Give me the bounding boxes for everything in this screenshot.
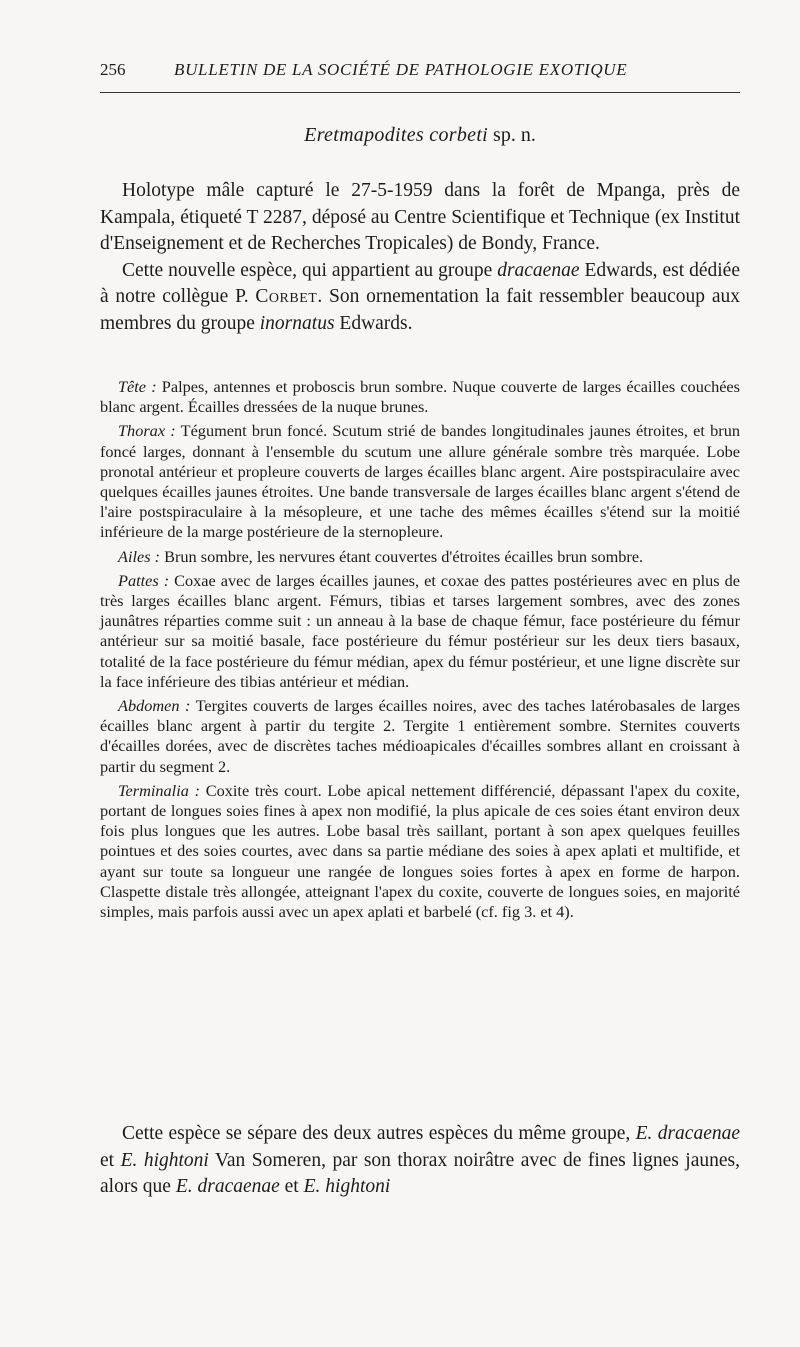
desc-label: Tête : [118, 377, 157, 396]
page-number: 256 [100, 60, 126, 79]
species-title [100, 124, 740, 147]
description-section [100, 377, 740, 926]
conclusion-section [100, 1121, 740, 1201]
header-rule [100, 92, 740, 93]
conclusion-text-c: Van Someren, par son thorax noirâtre avec de fines lignes jaunes, alors que [100, 1149, 741, 1197]
desc-text: Tergites couverts de larges écailles noires, avec des taches latérobasales de larges écailles blanc argent à partir du tergite 2. Tergite 1 entièrement sombre. Sternites couverts d'écailles dorées, avec de discrètes taches médioapicales d'écailles sombres allant en croissant à partir du segment 2. [100, 696, 741, 776]
journal-title: BULLETIN DE LA SOCIÉTÉ DE PATHOLOGIE EXOTIQUE [174, 60, 628, 79]
dedication-text-c: . Son ornementation la fait ressembler beaucoup aux membres du groupe [100, 286, 740, 334]
dedication-text-a: Cette nouvelle espèce, qui appartient au groupe [122, 259, 498, 281]
running-header [100, 60, 740, 86]
dedication-text-d: Edwards. [334, 312, 413, 334]
group-inornatus: inornatus [259, 312, 335, 334]
desc-text: Coxae avec de larges écailles jaunes, et coxae des pattes postérieures avec en plus de très larges écailles blanc argent. Fémurs, tibias et tarses largement sombres, avec des zones jaunâtres réparties comme suit : un anneau à la base de chaque fémur, face postérieure du fémur antérieur sur sa moitié basale, face postérieure du fémur postérieur sur les deux tiers basaux, totalité de la face postérieure du fémur médian, apex du fémur postérieur, et une ligne discrète sur la face inférieure des tibias antérieur et médian. [100, 570, 741, 691]
dedication-paragraph [100, 258, 740, 338]
desc-label: Terminalia : [118, 780, 201, 800]
desc-pattes [100, 571, 740, 692]
group-dracaenae: dracaenae [497, 259, 580, 281]
desc-text: Coxite très court. Lobe apical nettement différencié, dépassant l'apex du coxite, portant de longues soies fines à apex non modifié, la plus apicale de ces soies étant environ deux fois plus longues que les autres. Lobe basal très saillant, portant à son apex quelques feuilles pointues et des soies courtes, avec dans sa partie médiane des soies à apex aplati et multifide, et ayant sur toute sa longueur une rangée de longues soies fortes à apex en forme de harpon. Claspette distale très allongée, atteignant l'apex du coxite, couverte de longues soies, en majorité simples, mais parfois aussi avec un apex aplati et barbelé (cf. fig 3. et 4). [100, 780, 740, 922]
desc-label: Abdomen : [118, 696, 191, 716]
dedication-text-b: Edwards, est dédiée à notre collègue P. [100, 259, 740, 307]
author-corbet: Corbet [255, 286, 318, 307]
species-dracaenae: E. dracaenae [175, 1176, 280, 1197]
desc-text: Tégument brun foncé. Scutum strié de bandes longitudinales jaunes étroites, et brun foncé larges, donnant à l'ensemble du scutum une allure générale sombre très marquée. Lobe pronotal antérieur et propleure couverts de larges écailles blanc argent. Aire postspiraculaire avec quelques écailles jaunes étroites. Une bande transversale de larges écailles blanc argent s'étend de l'aire postspiraculaire à la mésopleure, et une tache des mêmes écailles s'étend sur la moitié inférieure de la marge postérieure de la sternopleure. [100, 421, 741, 542]
desc-text: Brun sombre, les nervures étant couvertes d'étroites écailles brun sombre. [160, 546, 644, 566]
species-dracaenae: E. dracaenae [635, 1123, 740, 1144]
desc-label: Ailes : [118, 546, 161, 566]
conclusion-text-b: et [100, 1149, 121, 1171]
conclusion-text-d: et [279, 1176, 304, 1197]
desc-thorax [100, 421, 740, 542]
desc-text: Palpes, antennes et proboscis brun sombre. Nuque couverte de larges écailles couchées blanc argent. Écailles dressées de la nuque brunes. [100, 377, 740, 417]
intro-section [100, 178, 740, 337]
conclusion-text-a: Cette espèce se sépare des deux autres espèces du même groupe, [122, 1123, 636, 1144]
desc-tete [100, 377, 740, 417]
species-name: Eretmapodites corbeti [304, 124, 489, 146]
species-hightoni: E. hightoni [303, 1176, 391, 1197]
desc-terminalia [100, 781, 740, 922]
desc-ailes [100, 547, 740, 567]
species-suffix: sp. n. [488, 124, 536, 146]
desc-label: Thorax : [118, 421, 176, 441]
desc-abdomen [100, 696, 740, 777]
holotype-paragraph: Holotype mâle capturé le 27-5-1959 dans la forêt de Mpanga, près de Kampala, étiqueté T 2287, déposé au Centre Scientifique et Technique (ex Institut d'Enseignement et de Recherches Tropicales) de Bondy, France. [100, 180, 740, 254]
conclusion-paragraph [100, 1121, 740, 1201]
species-hightoni: E. hightoni [120, 1149, 209, 1171]
desc-label: Pattes : [118, 570, 170, 590]
